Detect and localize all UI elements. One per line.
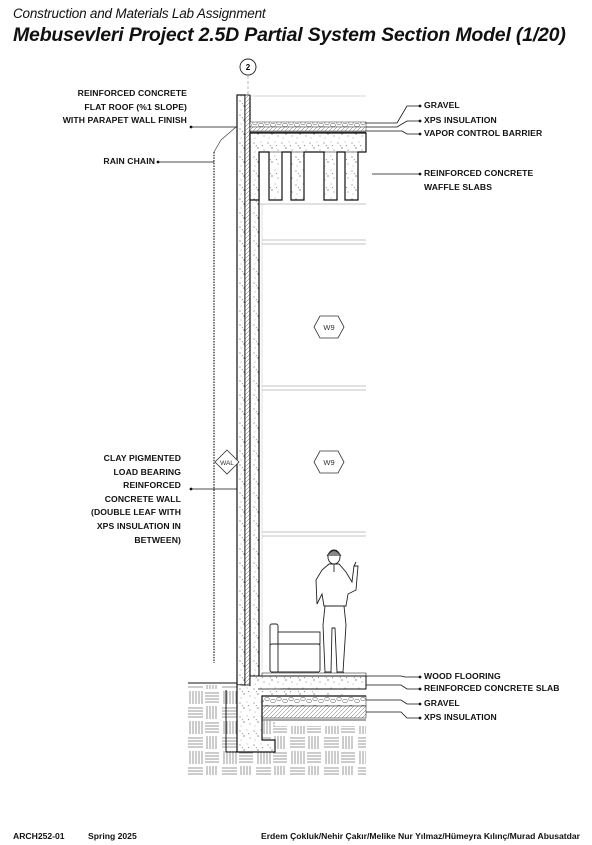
wall-label: CLAY PIGMENTED LOAD BEARING REINFORCED CONCRETE WALL (DOUBLE LEAF WITH XPS INSULATION IN BETWEEN) (90, 453, 181, 545)
grid-marker-label: 2 (245, 63, 251, 72)
assignment-subtitle: Construction and Materials Lab Assignment (13, 6, 266, 21)
leader-lines (158, 106, 420, 718)
armchair (270, 624, 320, 676)
authors: Erdem Çokluk/Nehir Çakır/Melike Nur Yılmaz/Hümeyra Kılınç/Murad Abusatdar (260, 831, 580, 841)
wall-tag-label: WAL (220, 460, 234, 467)
earth-fill-right (188, 720, 366, 775)
window-tag-lower (314, 451, 344, 473)
drawing-title: Mebusevleri Project 2.5D Partial System Section Model (1/20) (13, 24, 566, 46)
vapor-barrier-label: VAPOR CONTROL BARRIER (424, 128, 543, 138)
rain-chain (214, 127, 236, 663)
waffle-slab-label: REINFORCED CONCRETE WAFFLE SLABS (424, 168, 534, 192)
roof-label: REINFORCED CONCRETE FLAT ROOF (%1 SLOPE) WITH PARAPET WALL FINISH (62, 88, 187, 126)
wall-tag (215, 450, 239, 474)
gravel-top-label: GRAVEL (424, 100, 460, 110)
rain-chain-label: RAIN CHAIN (103, 156, 155, 166)
window-tag-upper-label: W9 (323, 323, 335, 332)
standing-person (316, 550, 358, 677)
grid-marker (240, 59, 256, 96)
leader-dots (157, 105, 422, 720)
xps-bottom-label: XPS INSULATION (424, 712, 497, 722)
wood-flooring-label: WOOD FLOORING (424, 671, 501, 681)
rc-slab-label: REINFORCED CONCRETE SLAB (424, 683, 560, 693)
term: Spring 2025 (88, 831, 137, 841)
window-tag-upper (314, 316, 344, 338)
window-tag-lower-label: W9 (323, 458, 335, 467)
course-code: ARCH252-01 (13, 831, 65, 841)
interior-lines (259, 204, 366, 670)
gravel-bottom-label: GRAVEL (424, 698, 460, 708)
roof-assembly (250, 96, 366, 200)
xps-top-label: XPS INSULATION (424, 115, 497, 125)
